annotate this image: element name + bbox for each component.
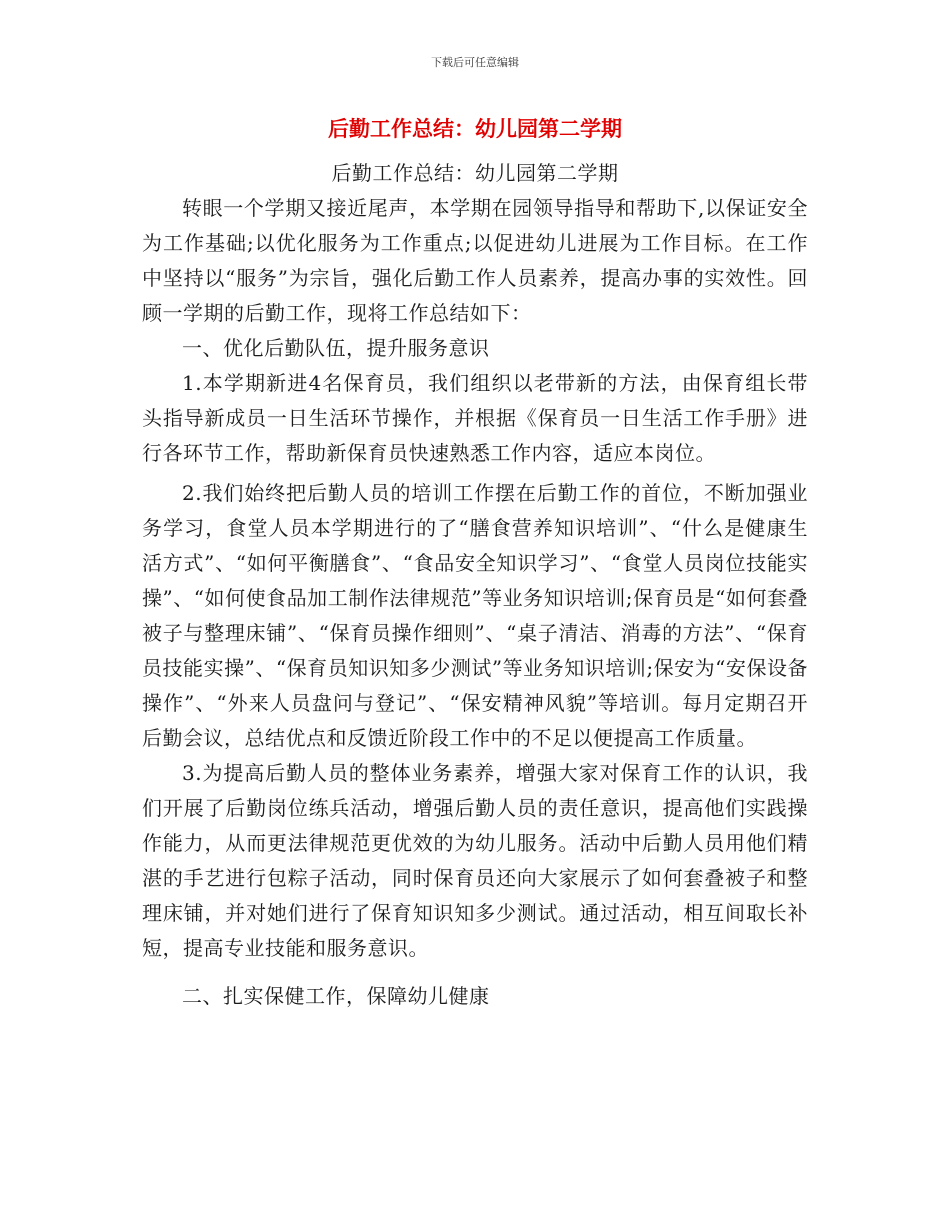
intro-paragraph: 转眼一个学期又接近尾声，本学期在园领导指导和帮助下,以保证安全为工作基础;以优化服务为工作重点;以促进幼儿进展为工作目标。在工作中坚持以“服务”为宗旨，强化后勤工作人员素养，提高办事的实效性。回顾一学期的后勤工作，现将工作总结如下：: [142, 196, 808, 325]
document-title: 后勤工作总结：幼儿园第二学期: [328, 117, 622, 141]
section-heading-1: 一、优化后勤队伍，提升服务意识: [182, 336, 490, 360]
paragraph-item-1: 1.本学期新进4名保育员，我们组织以老带新的方法，由保育组长带头指导新成员一日生活环节操作，并根据《保育员一日生活工作手册》进行各环节工作，帮助新保育员快速熟悉工作内容，适应本岗位。: [142, 371, 808, 465]
header-note: 下载后可任意编辑: [431, 56, 519, 69]
section-heading-2: 二、扎实保健工作，保障幼儿健康: [182, 984, 490, 1008]
paragraph-item-2: 2.我们始终把后勤人员的培训工作摆在后勤工作的首位，不断加强业务学习，食堂人员本学期进行的了“膳食营养知识培训”、“什么是健康生活方式”、“如何平衡膳食”、“食品安全知识学习”、“食堂人员岗位技能实操”、“如何使食品加工制作法律规范”等业务知识培训;保育员是“如何套叠被子与整理床铺”、“保育员操作细则”、“桌子清洁、消毒的方法”、“保育员技能实操”、“保育员知识知多少测试”等业务知识培训;保安为“安保设备操作”、“外来人员盘问与登记”、“保安精神风貌”等培训。每月定期召开后勤会议，总结优点和反馈近阶段工作中的不足以便提高工作质量。: [142, 481, 808, 750]
document-subtitle: 后勤工作总结：幼儿园第二学期: [331, 161, 619, 185]
paragraph-item-3: 3.为提高后勤人员的整体业务素养，增强大家对保育工作的认识，我们开展了后勤岗位练兵活动，增强后勤人员的责任意识，提高他们实践操作能力，从而更法律规范更优效的为幼儿服务。活动中后勤人员用他们精湛的手艺进行包粽子活动，同时保育员还向大家展示了如何套叠被子和整理床铺，并对她们进行了保育知识知多少测试。通过活动，相互间取长补短，提高专业技能和服务意识。: [142, 761, 808, 960]
document-body: [142, 156, 808, 1014]
